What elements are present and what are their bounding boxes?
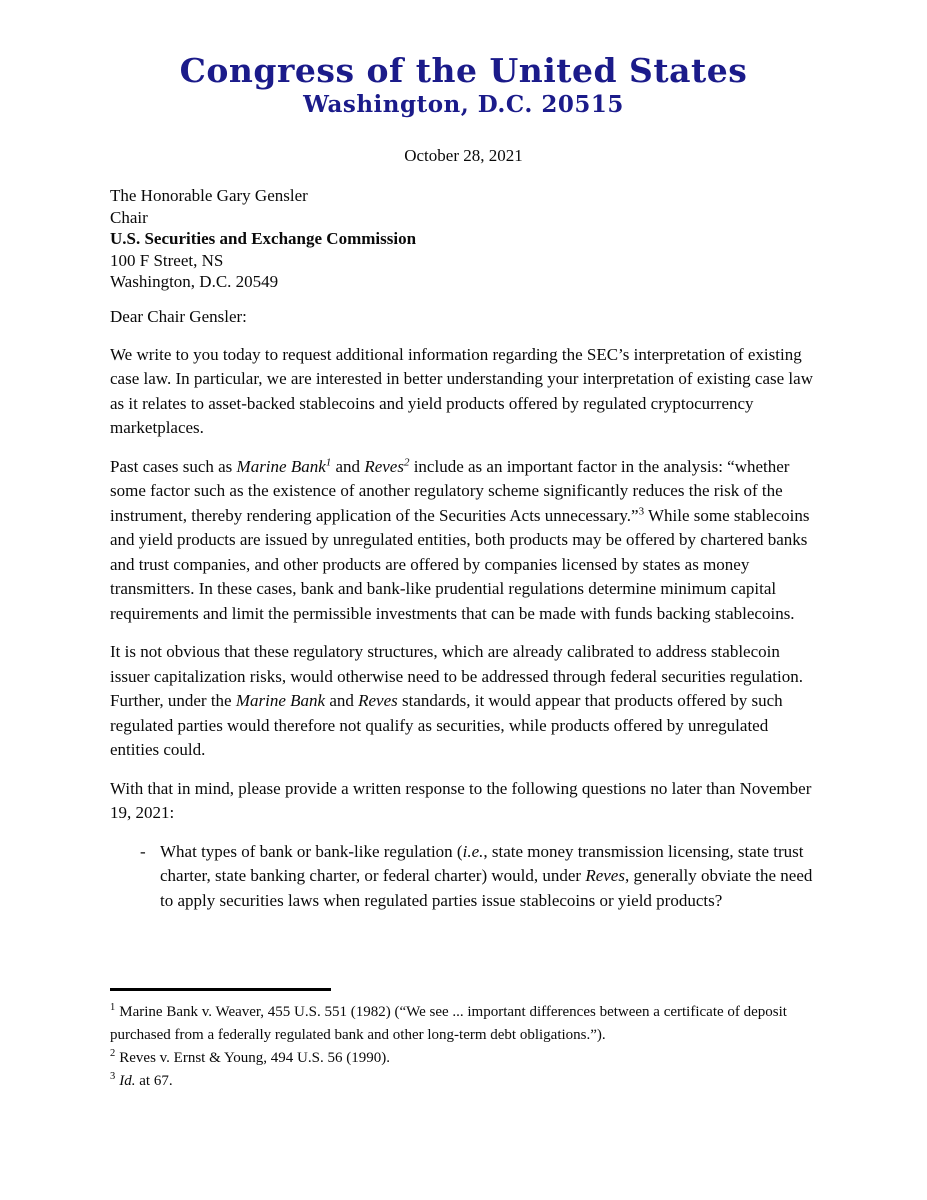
footnote-area	[110, 988, 815, 1093]
recipient-line: Washington, D.C. 20549	[110, 272, 279, 291]
footnote	[110, 1001, 815, 1047]
bullet-marker: -	[140, 841, 146, 861]
footnote-number: 3	[110, 1071, 116, 1082]
question-item	[110, 840, 817, 914]
footnote	[110, 1070, 815, 1093]
letterhead-city: Washington, D.C. 20515	[303, 91, 624, 118]
question-list	[110, 840, 817, 914]
footnote-number: 1	[110, 1002, 116, 1013]
footnote-text: Marine Bank v. Weaver, 455 U.S. 551 (1982) (“We see ... important differences between a certificate of deposit purchased from a federally regulated bank and other long-term debt obligations.”).	[110, 1004, 787, 1043]
recipient-line: Chair	[110, 207, 148, 227]
paragraph: Past cases such as Marine Bank$^1$ and Reves$^2$ include as an important factor in the analysis: “whether some factor such as the existence of another regulatory scheme significantly reduces the risk of the instrument, thereby rendering application of the Securities Acts unnecessary.”$^3$ While some stablecoins and yield products are issued by unregulated entities, both products may be offered by chartered banks and trust companies, and other products are offered by companies licensed by states as money transmitters. In these cases, bank and bank-like prudential regulations determine minimum capital requirements and limit the permissible investments that can be made with funds backing stablecoins.	[110, 455, 810, 623]
paragraph: With that in mind, please provide a written response to the following questions no later than November 19, 2021:	[110, 778, 812, 822]
footnote-separator	[110, 988, 331, 991]
footnote-number: 2	[110, 1048, 116, 1059]
footnote-text: Reves v. Ernst & Young, 494 U.S. 56 (1990).	[119, 1050, 390, 1066]
question-text: What types of bank or bank-like regulation (i.e., state money transmission licensing, state trust charter, state banking charter, or federal charter) would, under Reves, generally obviate the need to apply securities laws when regulated parties issue stablecoins or yield products?	[160, 841, 813, 910]
recipient-line: 100 F Street, NS	[110, 250, 224, 270]
footnote-text: Id. at 67.	[119, 1073, 173, 1089]
salutation: Dear Chair Gensler:	[110, 306, 247, 326]
recipient-line: U.S. Securities and Exchange Commission	[110, 229, 417, 248]
footnote-list	[110, 1001, 815, 1093]
letterhead-title: Congress of the United States	[179, 51, 748, 90]
letter-body	[110, 343, 817, 826]
letterhead	[110, 52, 817, 120]
footnote	[110, 1047, 815, 1070]
recipient-block	[110, 185, 817, 293]
letter-date: October 28, 2021	[404, 146, 523, 165]
recipient-line: The Honorable Gary Gensler	[110, 186, 308, 205]
paragraph: It is not obvious that these regulatory structures, which are already calibrated to address stablecoin issuer capitalization risks, would otherwise need to be addressed through federal securities regulation. Further, under the Marine Bank and Reves standards, it would appear that products offered by such regulated parties would therefore not qualify as securities, while products offered by unregulated entities could.	[110, 642, 804, 759]
paragraph: We write to you today to request additional information regarding the SEC’s interpretation of existing case law. In particular, we are interested in better understanding your interpretation of existing case law as it relates to asset-backed stablecoins and yield products offered by regulated cryptocurrency marketplaces.	[110, 344, 813, 437]
